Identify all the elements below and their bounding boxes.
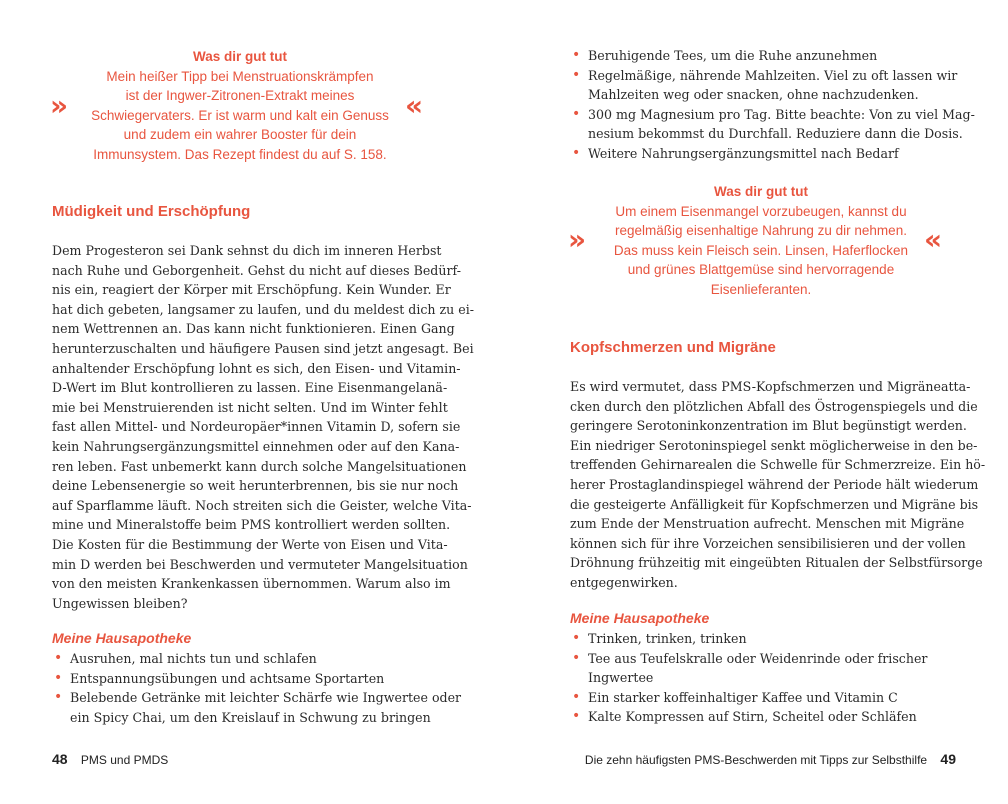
list-item-continuation: nesium bekommst du Durchfall. Reduziere dann die Dosis. xyxy=(588,126,963,142)
tip-line: Eisenlieferanten. xyxy=(710,281,812,297)
subheading: Meine Hausapotheke xyxy=(570,610,710,626)
list-item: • Kalte Kompressen auf Stirn, Scheitel oder Schläfen xyxy=(570,707,970,727)
bullet-icon: • xyxy=(572,144,581,161)
subheading: Meine Hausapotheke xyxy=(52,630,192,646)
tip-line: und zudem ein wahrer Booster für dein xyxy=(123,127,357,142)
bullet-icon: • xyxy=(572,47,581,63)
text-line: Dröhnung frühzeitig mit eingeübten Ritualen der Selbstfürsorge xyxy=(570,555,983,571)
text-line: hat dich gebeten, langsamer zu laufen, und du meldest dich zu ei- xyxy=(52,301,474,317)
page-number: 49 xyxy=(940,751,956,767)
text-line: Ungewissen bleiben? xyxy=(52,595,188,611)
list-item: • Tee aus Teufelskralle oder Weidenrinde oder frischer xyxy=(570,649,970,669)
text-line: entgegenwirken. xyxy=(570,574,678,590)
text-line: fast allen Mittel- und Nordeuropäer*innen Vitamin D, sofern sie xyxy=(52,419,461,435)
list-item: • Trinken, trinken, trinken xyxy=(570,629,970,649)
bullet-icon: • xyxy=(572,708,581,725)
tip-box-right xyxy=(600,182,922,299)
list-item: • Belebende Getränke mit leichter Schärfe wie Ingwertee oder xyxy=(52,688,452,708)
body-paragraph xyxy=(570,377,986,593)
tip-title: Was dir gut tut xyxy=(714,184,808,199)
text-line: herunterzuschalten und häufigere Pausen sind jetzt angesagt. Bei xyxy=(52,340,474,356)
page-number: 48 xyxy=(52,751,68,767)
list-item: • Entspannungsübungen und achtsame Sportarten xyxy=(52,669,452,689)
quote-open-icon: » xyxy=(50,89,69,122)
text-line: nach Ruhe und Geborgenheit. Gehst du nicht auf dieses Bedürf- xyxy=(52,262,461,278)
bullet-icon: • xyxy=(54,650,63,666)
text-line: Die Kosten für die Bestimmung der Werte von Eisen und Vita- xyxy=(52,536,448,552)
bullet-list xyxy=(570,629,970,727)
bullet-icon: • xyxy=(572,105,581,122)
text-line: können sich für ihre Vorzeichen sensibilisieren und der vollen xyxy=(570,535,966,551)
quote-open-icon: » xyxy=(568,223,587,256)
list-item: • Beruhigende Tees, um die Ruhe anzunehmen xyxy=(570,46,970,66)
section-heading: Müdigkeit und Erschöpfung xyxy=(52,203,251,220)
bullet-icon: • xyxy=(572,649,581,666)
running-title: PMS und PMDS xyxy=(80,753,169,767)
bullet-icon: • xyxy=(572,688,581,705)
text-line: auf Sparflamme läuft. Noch streiten sich die Geister, welche Vita- xyxy=(52,497,472,513)
list-item-continuation: Ingwertee xyxy=(588,670,654,686)
tip-line: Schwiegervaters. Er ist warm und kalt ein Genuss xyxy=(91,107,389,123)
body-paragraph xyxy=(52,241,474,613)
tip-box-left xyxy=(80,47,400,164)
tip-line: und grünes Blattgemüse sind hervorragende xyxy=(627,262,895,277)
footer xyxy=(52,751,168,767)
text-line: mie bei Menstruierenden ist nicht selten. Und im Winter fehlt xyxy=(52,399,448,415)
bullet-icon: • xyxy=(54,669,63,686)
text-line: kein Nahrungsergänzungsmittel einnehmen oder auf den Kana- xyxy=(52,438,460,454)
bullet-list xyxy=(52,649,462,727)
text-line: deine Lebensenergie so weit herunterbrennen, bis sie nur noch xyxy=(52,478,459,494)
quote-close-icon: « xyxy=(405,89,424,122)
list-item: • 300 mg Magnesium pro Tag. Bitte beachte: Von zu viel Mag- xyxy=(570,105,970,125)
bullet-icon: • xyxy=(572,630,581,646)
bullet-icon: • xyxy=(54,689,63,706)
text-line: anhaltender Erschöpfung lohnt es sich, den Eisen- und Vitamin- xyxy=(52,360,461,376)
tip-line: ist der Ingwer-Zitronen-Extrakt meines xyxy=(125,88,355,103)
text-line: D-Wert im Blut kontrollieren zu lassen. Eine Eisenmangelanä- xyxy=(52,380,448,396)
text-line: die gesteigerte Anfälligkeit für Kopfschmerzen und Migräne bis xyxy=(570,496,979,512)
text-line: nem Wettrennen an. Das kann nicht funktionieren. Einen Gang xyxy=(52,321,455,337)
text-line: herer Prostaglandinspiegel während der Periode hält wiederum xyxy=(570,476,979,492)
right-page xyxy=(504,0,1008,804)
list-item: • Regelmäßige, nährende Mahlzeiten. Viel zu oft lassen wir xyxy=(570,66,970,86)
text-line: treffenden Gehirnarealen die Schwelle für Schmerzreize. Ein hö- xyxy=(570,457,986,473)
tip-line: Um einem Eisenmangel vorzubeugen, kannst du xyxy=(615,203,907,219)
text-line: cken durch den plötzlichen Abfall des Östrogenspiegels und die xyxy=(570,398,978,414)
bullet-icon: • xyxy=(572,66,581,83)
list-item-continuation: ein Spicy Chai, um den Kreislauf in Schwung zu bringen xyxy=(70,709,431,725)
tip-line: Mein heißer Tipp bei Menstruationskrämpfen xyxy=(106,68,374,84)
list-item: • Ausruhen, mal nichts tun und schlafen xyxy=(52,649,452,669)
text-line: geringere Serotoninkonzentration im Blut begünstigt werden. xyxy=(570,418,967,434)
list-item-continuation: Mahlzeiten weg oder snacken, ohne nachzudenken. xyxy=(588,87,919,103)
text-line: Ein niedriger Serotoninspiegel senkt möglicherweise in den be- xyxy=(570,437,978,453)
quote-close-icon: « xyxy=(924,223,943,256)
text-line: Es wird vermutet, dass PMS-Kopfschmerzen und Migräneatta- xyxy=(570,379,971,394)
footer xyxy=(585,751,956,767)
bullet-list-top xyxy=(570,46,975,164)
section-heading: Kopfschmerzen und Migräne xyxy=(570,339,776,356)
tip-line: Das muss kein Fleisch sein. Linsen, Haferflocken xyxy=(613,242,909,258)
text-line: ren leben. Fast unbemerkt kann durch solche Mangelsituationen xyxy=(52,458,467,474)
tip-line: regelmäßig eisenhaltige Nahrung zu dir nehmen. xyxy=(615,223,907,238)
tip-title: Was dir gut tut xyxy=(193,49,287,64)
tip-line: Immunsystem. Das Rezept findest du auf S. 158. xyxy=(93,146,387,162)
list-item: • Weitere Nahrungsergänzungsmittel nach Bedarf xyxy=(570,144,970,164)
text-line: nis ein, reagiert der Körper mit Erschöpfung. Kein Wunder. Er xyxy=(52,282,451,298)
text-line: mine und Mineralstoffe beim PMS kontrolliert werden sollten. xyxy=(52,517,451,533)
running-title: Die zehn häufigsten PMS-Beschwerden mit Tipps zur Selbsthilfe xyxy=(584,753,928,767)
text-line: zum Ende der Menstruation aufrecht. Menschen mit Migräne xyxy=(570,516,965,532)
text-line: Dem Progesteron sei Dank sehnst du dich im inneren Herbst xyxy=(52,243,442,258)
text-line: von den meisten Krankenkassen übernommen. Warum also im xyxy=(52,576,451,592)
text-line: min D werden bei Beschwerden und vermuteter Mangelsituation xyxy=(52,556,468,572)
list-item: • Ein starker koffeinhaltiger Kaffee und Vitamin C xyxy=(570,688,970,708)
